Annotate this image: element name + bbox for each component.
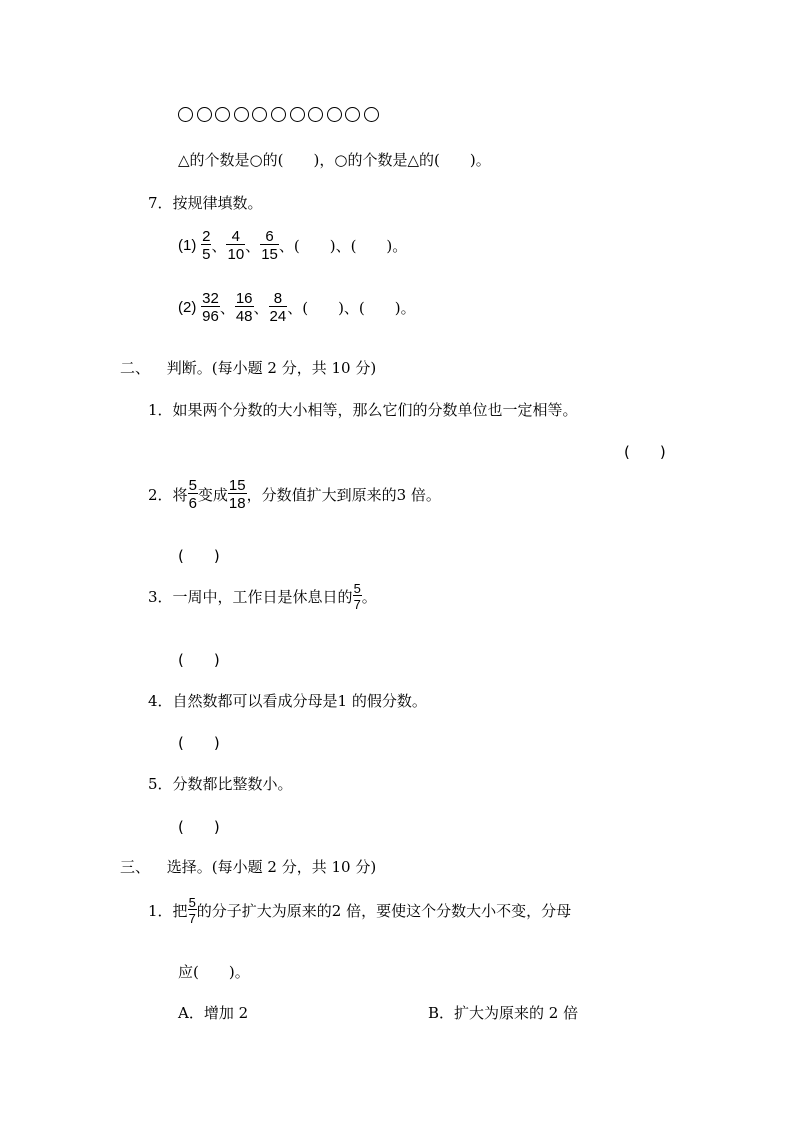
- fraction: $\frac{32}{96}$: [202, 290, 219, 325]
- q6-text-3: 的个数是△的( )。: [347, 151, 491, 169]
- answer-paren[interactable]: ( ): [178, 547, 220, 565]
- circle-shape: [327, 107, 342, 122]
- judge-item-5: [148, 773, 293, 794]
- circle-shape: [364, 107, 379, 122]
- circle-shape: [345, 107, 360, 122]
- answer-blanks[interactable]: 、( )、( )。: [287, 299, 416, 317]
- fraction: $\frac{5}{7}$: [353, 581, 361, 612]
- item-number: 5．: [148, 775, 173, 793]
- item-text: 分数都比整数小。: [172, 775, 293, 793]
- answer-paren[interactable]: ( ): [178, 734, 220, 752]
- option-b[interactable]: B．扩大为原来的 2 倍: [428, 1004, 579, 1022]
- answer-paren[interactable]: ( ): [178, 651, 220, 669]
- circle-shape: [308, 107, 323, 122]
- circle-shape: [252, 107, 267, 122]
- fraction: $\frac{2}{5}$: [202, 228, 211, 263]
- item-text: 如果两个分数的大小相等，那么它们的分数单位也一定相等。: [172, 401, 578, 419]
- judge-item-1: [148, 399, 578, 420]
- option-a[interactable]: A．增加 2: [178, 1004, 249, 1022]
- judge-item-2: [148, 478, 441, 511]
- fraction: $\frac{5}{7}$: [188, 895, 196, 926]
- answer-paren[interactable]: ( ): [624, 443, 666, 461]
- item-text: 一周中，工作日是休息日的: [172, 588, 353, 606]
- q7-row-2-label: (2): [178, 299, 197, 316]
- section-2-title: 判断。(每小题 2 分，共 10 分): [166, 359, 377, 377]
- item-number: 1．: [148, 401, 173, 419]
- item-number: 3．: [148, 588, 173, 606]
- separator: 、: [219, 299, 235, 317]
- item-text: ，分数值扩大到原来的3 倍。: [246, 486, 441, 504]
- fraction: $\frac{5}{6}$: [188, 477, 197, 512]
- item-text: 的分子扩大为原来的2 倍，要使这个分数大小不变，分母: [196, 902, 572, 920]
- item-text: 把: [172, 902, 188, 920]
- item-number: 2．: [148, 486, 173, 504]
- circle-shape: [178, 107, 193, 122]
- circle-shape: [271, 107, 286, 122]
- item-text: 自然数都可以看成分母是1 的假分数。: [172, 692, 427, 710]
- circle-shape: [215, 107, 230, 122]
- section-2-heading: [120, 357, 376, 378]
- circle-shape: [290, 107, 305, 122]
- judge-item-3: [148, 582, 377, 611]
- circle-symbol: ○: [334, 151, 348, 169]
- choice-item-1: [148, 896, 571, 925]
- separator: 、: [253, 299, 269, 317]
- circle-shape: [197, 107, 212, 122]
- q7-row-1-label: (1): [178, 237, 197, 254]
- item-number: 1．: [148, 902, 173, 920]
- section-3-number: 三、: [120, 858, 151, 876]
- separator: 、: [211, 237, 227, 255]
- q7-row-1: [178, 229, 407, 262]
- section-3-title: 选择。(每小题 2 分，共 10 分): [166, 858, 377, 876]
- item-text: 。: [361, 588, 377, 606]
- fraction: $\frac{6}{15}$: [261, 228, 278, 263]
- item-text: 变成: [197, 486, 228, 504]
- answer-blanks[interactable]: 、( )、( )。: [278, 237, 408, 255]
- circle-symbol: ○: [249, 151, 263, 169]
- q6-text-2: 的( )，: [262, 151, 335, 169]
- q7-row-2: [178, 291, 416, 324]
- circle-shape: [234, 107, 249, 122]
- q7-title: 7．按规律填数。: [148, 194, 263, 212]
- separator: 、: [245, 237, 261, 255]
- section-3-heading: [120, 856, 376, 877]
- circle-row: [178, 107, 383, 126]
- fraction: $\frac{16}{48}$: [235, 290, 253, 325]
- answer-paren[interactable]: ( ): [178, 818, 220, 836]
- fraction: $\frac{15}{18}$: [228, 477, 246, 512]
- item-number: 4．: [148, 692, 173, 710]
- judge-item-4: [148, 690, 427, 711]
- fraction: $\frac{4}{10}$: [227, 228, 245, 263]
- choice-item-1-line-2: 应( )。: [178, 963, 250, 981]
- item-text: 将: [172, 486, 188, 504]
- section-2-number: 二、: [120, 359, 151, 377]
- q6-count-line: [178, 149, 491, 170]
- fraction: $\frac{8}{24}$: [269, 290, 287, 325]
- q6-text-1: △的个数是: [178, 151, 250, 169]
